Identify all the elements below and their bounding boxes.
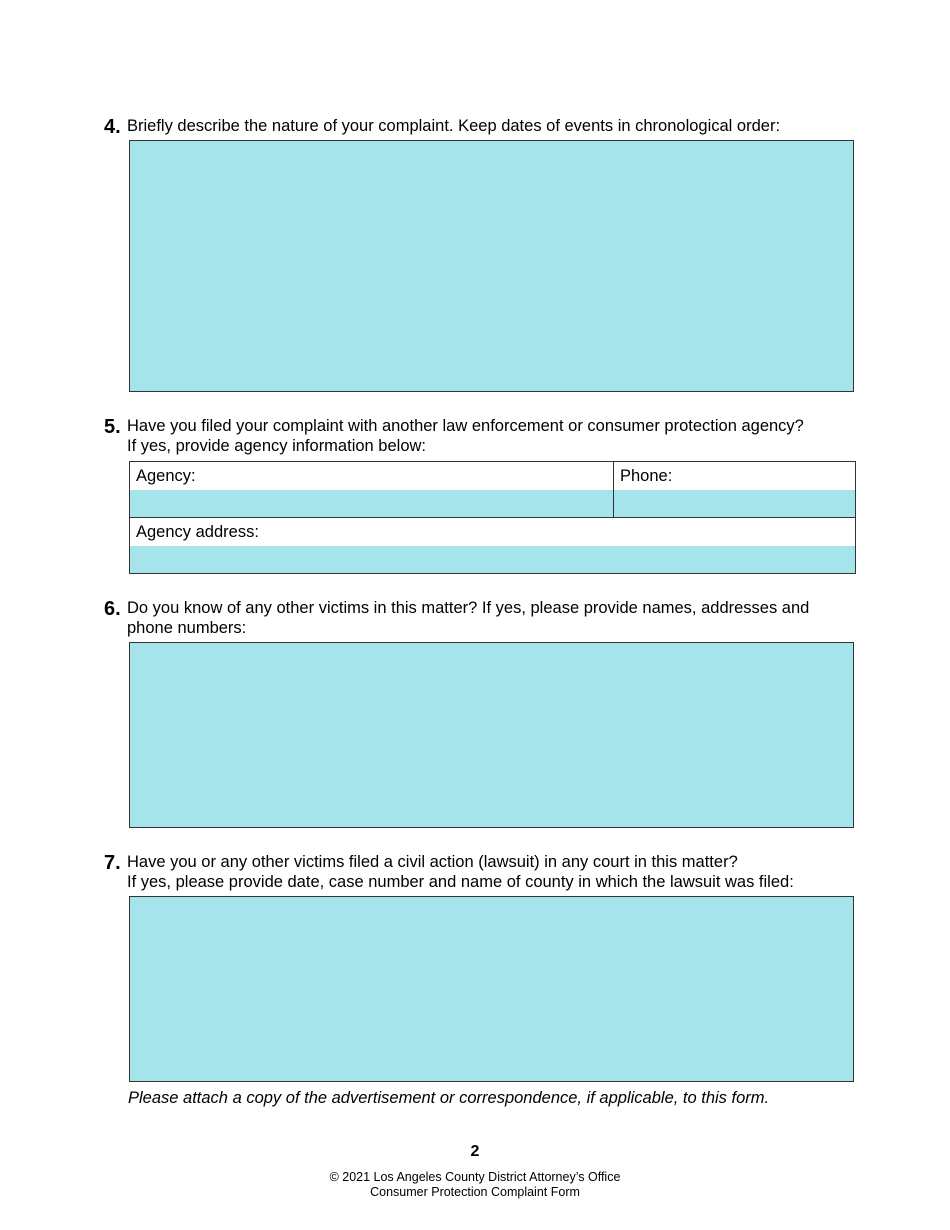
question-text: Briefly describe the nature of your complaint. Keep dates of events in chronological order: [127,117,781,135]
agency-address-field[interactable] [130,546,855,573]
footer [0,1170,950,1200]
question-number: 6. [104,598,121,620]
question-text-line2: phone numbers: [127,619,247,637]
question-number: 5. [104,416,121,438]
complaint-description-field[interactable] [129,140,854,392]
footer-copyright: © 2021 Los Angeles County District Attorney’s Office [329,1170,621,1184]
agency-table [129,461,856,574]
question-text-line1: Have you filed your complaint with another law enforcement or consumer protection agency? [127,417,804,435]
question-text-line1: Have you or any other victims filed a civil action (lawsuit) in any court in this matter? [127,853,738,871]
question-6 [104,598,864,638]
question-4 [104,116,864,136]
agency-phone-field[interactable] [614,490,855,517]
question-text-line2: If yes, provide agency information below: [127,437,426,455]
row-divider [130,517,855,518]
question-5 [104,416,864,456]
page-number: 2 [470,1143,480,1160]
question-text-line1: Do you know of any other victims in this matter? If yes, please provide names, addresses and [127,599,810,617]
question-number: 7. [104,852,121,874]
agency-label: Agency: [136,467,196,485]
civil-action-field[interactable] [129,896,854,1082]
other-victims-field[interactable] [129,642,854,828]
question-text-line2: If yes, please provide date, case number and name of county in which the lawsuit was filed: [127,873,794,891]
question-7 [104,852,864,892]
agency-field[interactable] [130,490,613,517]
phone-label: Phone: [620,467,673,485]
question-number: 4. [104,116,121,138]
attachment-note: Please attach a copy of the advertisement or correspondence, if applicable, to this form. [128,1089,770,1107]
agency-address-label: Agency address: [136,523,259,541]
footer-form-name: Consumer Protection Complaint Form [370,1185,580,1199]
